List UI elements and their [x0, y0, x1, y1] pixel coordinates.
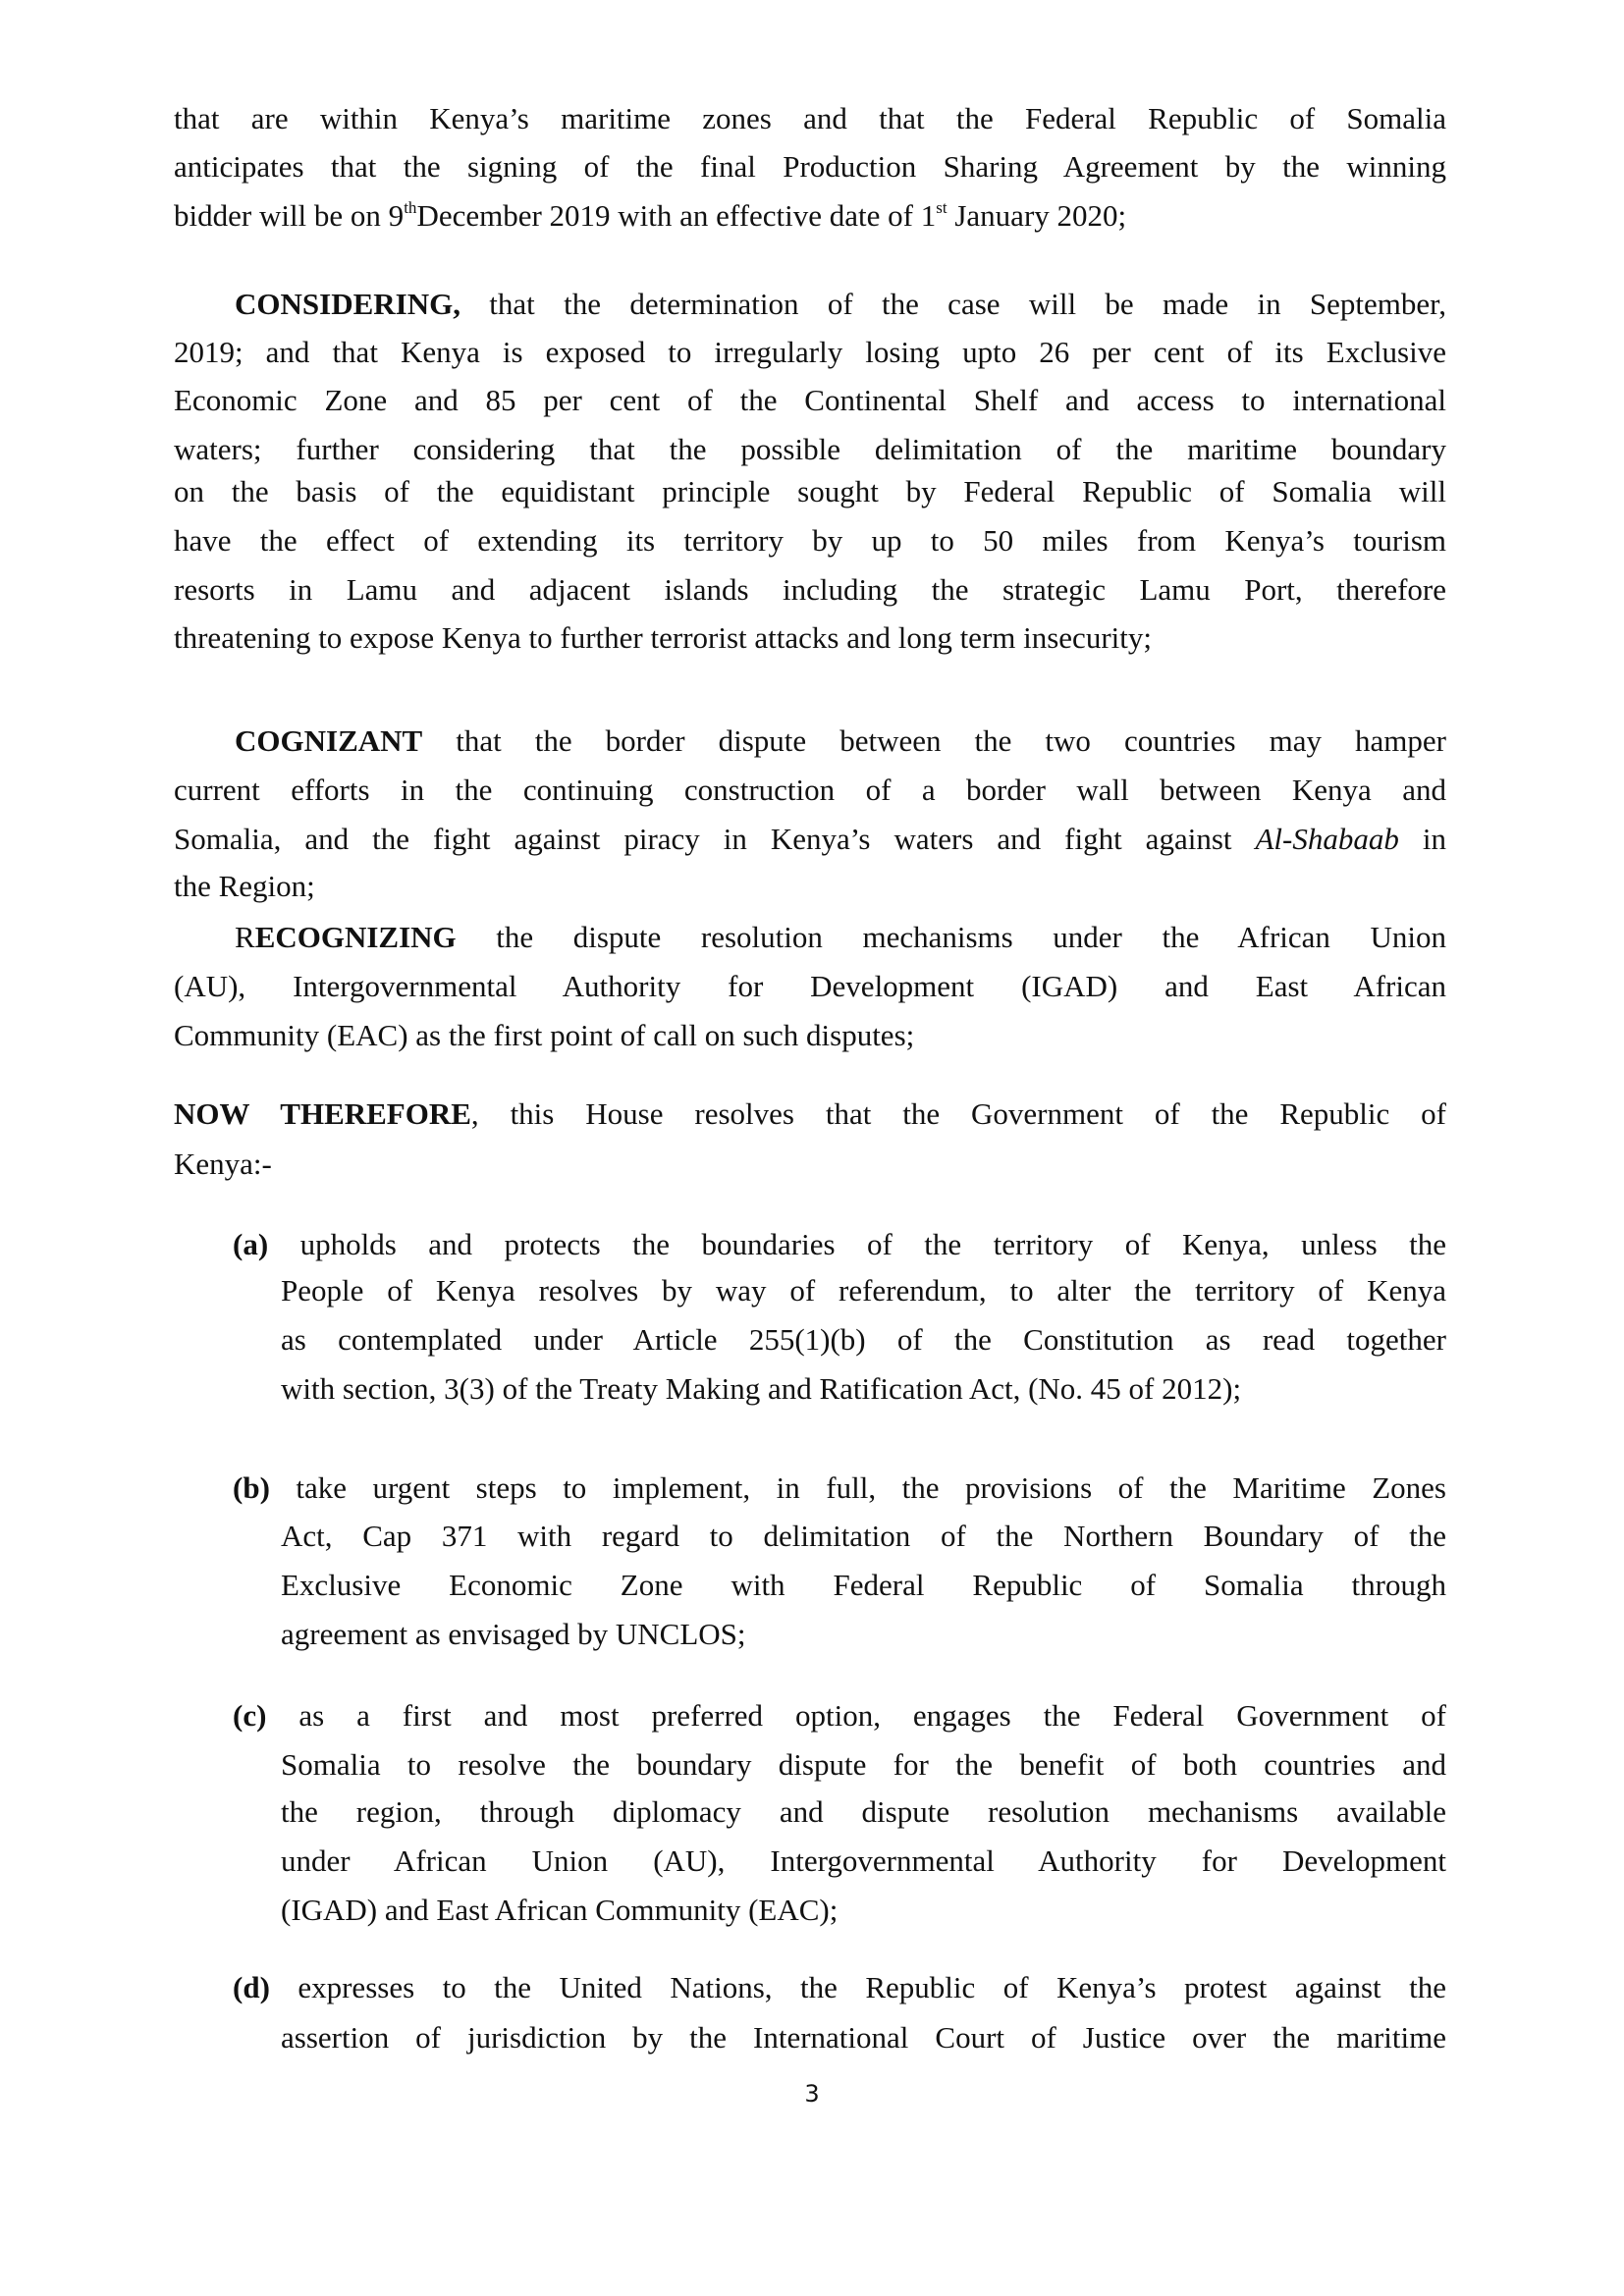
text: that the determination of the case will be made in September,	[460, 287, 1446, 321]
paragraph-line: waters; further considering that the possible delimitation of the maritime boundary	[174, 432, 1446, 466]
clause-keyword: NOW THEREFORE	[174, 1096, 471, 1131]
ordinal-suffix: st	[936, 198, 947, 218]
paragraph-line: Somalia to resolve the boundary dispute for the benefit of both countries and	[281, 1747, 1446, 1782]
paragraph-line: agreement as envisaged by UNCLOS;	[281, 1617, 746, 1651]
text: January 2020;	[947, 198, 1127, 233]
clause-keyword: CONSIDERING,	[235, 287, 460, 321]
paragraph-line: Kenya:-	[174, 1147, 272, 1181]
paragraph-line: threatening to expose Kenya to further terrorist attacks and long term insecurity;	[174, 620, 1152, 655]
cognizant-clause	[235, 717, 1446, 766]
item-label: (d)	[233, 1970, 270, 2004]
now-therefore-clause	[174, 1090, 1446, 1139]
paragraph-line: assertion of jurisdiction by the International Court of Justice over the maritime	[281, 2020, 1446, 2055]
text: in	[1398, 822, 1446, 856]
paragraph-line: anticipates that the signing of the final Production Sharing Agreement by the winning	[174, 149, 1446, 184]
paragraph-line: (AU), Intergovernmental Authority for Development (IGAD) and East African	[174, 969, 1446, 1003]
paragraph-line: Exclusive Economic Zone with Federal Republic of Somalia through	[281, 1568, 1446, 1602]
clause-keyword: COGNIZANT	[235, 723, 423, 758]
paragraph-line: Act, Cap 371 with regard to delimitation of the Northern Boundary of the	[281, 1519, 1446, 1553]
text: that the border dispute between the two countries may hamper	[422, 723, 1446, 758]
text: , this House resolves that the Government of the Republic of	[470, 1096, 1446, 1131]
text: upholds and protects the boundaries of the territory of Kenya, unless the	[268, 1227, 1446, 1261]
paragraph-line: that are within Kenya’s maritime zones and that the Federal Republic of Somalia	[174, 101, 1446, 135]
paragraph-line: with section, 3(3) of the Treaty Making and Ratification Act, (No. 45 of 2012);	[281, 1371, 1242, 1406]
paragraph-line: on the basis of the equidistant principle sought by Federal Republic of Somalia will	[174, 474, 1446, 508]
paragraph-line: People of Kenya resolves by way of referendum, to alter the territory of Kenya	[281, 1273, 1446, 1308]
paragraph-line: under African Union (AU), Intergovernmental Authority for Development	[281, 1843, 1446, 1878]
paragraph-line: Economic Zone and 85 per cent of the Continental Shelf and access to international	[174, 383, 1446, 417]
paragraph-line: the region, through diplomacy and dispute resolution mechanisms available	[281, 1794, 1446, 1829]
clause-keyword-initial: R	[235, 920, 255, 954]
text: bidder will be on 9	[174, 198, 405, 233]
clause-keyword: ECOGNIZING	[254, 920, 457, 954]
text: take urgent steps to implement, in full, the provisions of the Maritime Zones	[269, 1470, 1446, 1505]
item-label: (a)	[233, 1227, 269, 1261]
item-label: (b)	[233, 1470, 270, 1505]
paragraph-line: the Region;	[174, 869, 315, 903]
item-label: (c)	[233, 1698, 267, 1733]
resolution-item-c	[233, 1691, 1446, 1740]
italic-term: Al-Shabaab	[1255, 822, 1399, 856]
text: December 2019 with an effective date of 1	[416, 198, 937, 233]
ordinal-suffix: th	[404, 198, 417, 218]
paragraph-line: Community (EAC) as the first point of call on such disputes;	[174, 1018, 915, 1052]
paragraph-line: current efforts in the continuing construction of a border wall between Kenya and	[174, 773, 1446, 807]
paragraph-line	[174, 191, 1446, 240]
paragraph-line: 2019; and that Kenya is exposed to irregularly losing upto 26 per cent of its Exclusive	[174, 335, 1446, 369]
recognizing-clause	[235, 913, 1446, 962]
paragraph-line	[174, 815, 1446, 864]
resolution-item-d	[233, 1963, 1446, 2012]
paragraph-line: (IGAD) and East African Community (EAC);	[281, 1893, 839, 1927]
text: the dispute resolution mechanisms under the African Union	[456, 920, 1446, 954]
paragraph-line: resorts in Lamu and adjacent islands including the strategic Lamu Port, therefore	[174, 572, 1446, 607]
page-number: 3	[804, 2080, 820, 2108]
resolution-item-a	[233, 1220, 1446, 1269]
text: as a first and most preferred option, engages the Federal Government of	[266, 1698, 1446, 1733]
paragraph-line: have the effect of extending its territory by up to 50 miles from Kenya’s tourism	[174, 523, 1446, 558]
text: expresses to the United Nations, the Republic of Kenya’s protest against the	[269, 1970, 1446, 2004]
considering-clause	[235, 280, 1446, 329]
paragraph-line: as contemplated under Article 255(1)(b) of the Constitution as read together	[281, 1322, 1446, 1357]
resolution-item-b	[233, 1464, 1446, 1513]
text: Somalia, and the fight against piracy in Kenya’s waters and fight against	[174, 822, 1256, 856]
